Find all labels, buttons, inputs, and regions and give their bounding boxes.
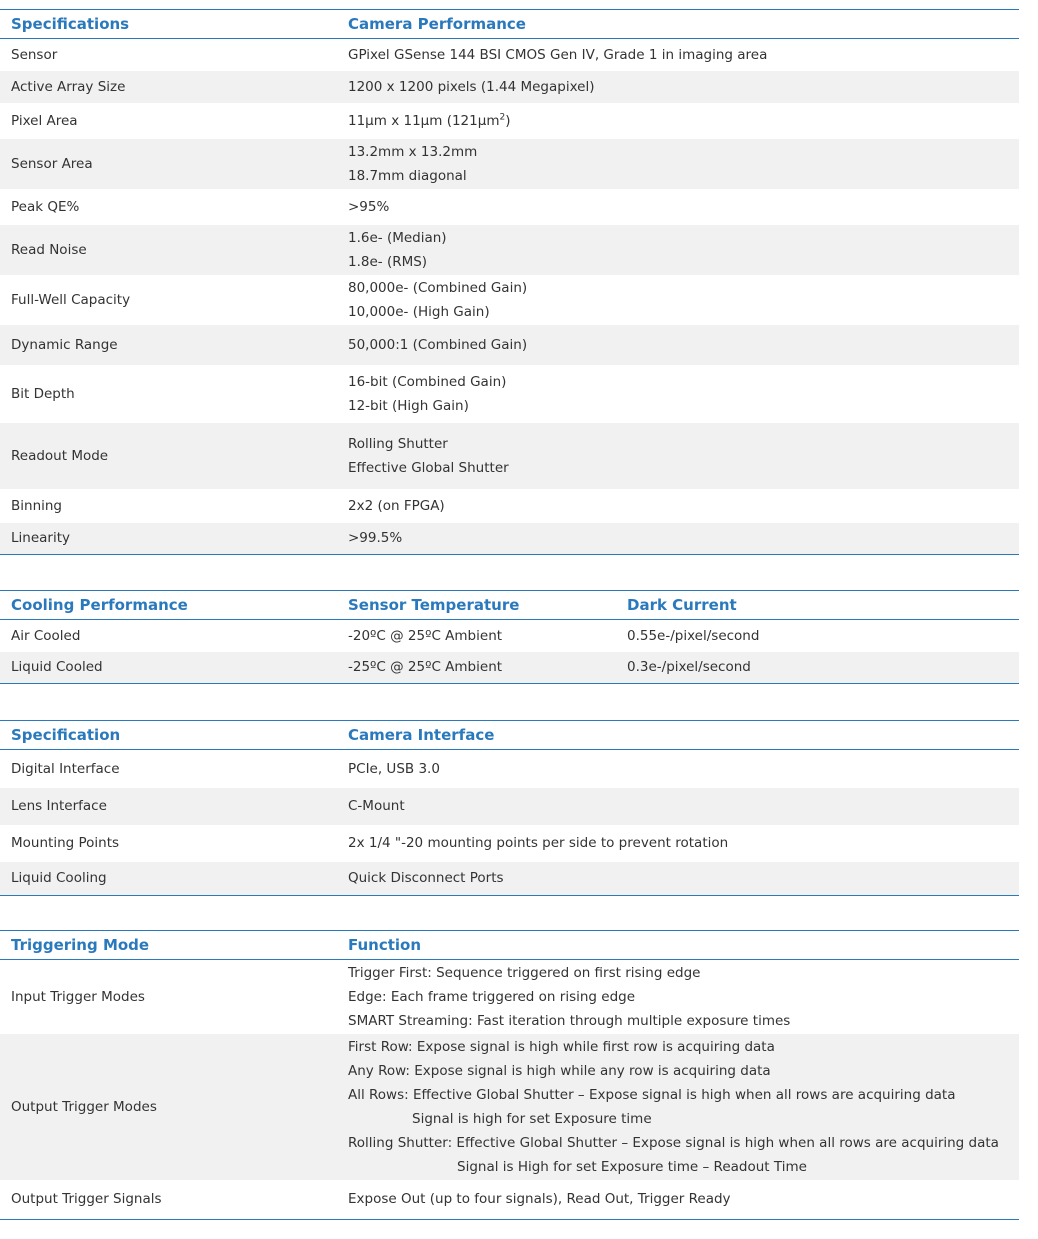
value-line: 12-bit (High Gain) <box>348 397 469 414</box>
column-header: Triggering Mode <box>0 931 337 960</box>
value-line: 10,000e- (High Gain) <box>348 303 490 320</box>
row-value <box>337 825 1019 862</box>
value-text: ) <box>505 112 511 129</box>
value-line: Effective Global Shutter <box>348 459 509 476</box>
table-header-row <box>0 10 1019 39</box>
value-line: 1.8e- (RMS) <box>348 253 428 270</box>
row-label: Mounting Points <box>11 835 120 851</box>
value-line: 18.7mm diagonal <box>348 167 467 184</box>
column-header: Camera Performance <box>337 10 1019 39</box>
column-header: Specification <box>0 721 337 750</box>
value-line: First Row: Expose signal is high while first row is acquiring data <box>348 1038 775 1055</box>
table-row <box>0 788 1019 825</box>
row-label: Lens Interface <box>0 788 337 825</box>
value-text: 11µm x 11µm (121µm <box>348 112 500 129</box>
row-value <box>337 523 1019 555</box>
value-line: Trigger First: Sequence triggered on first rising edge <box>348 964 701 981</box>
value-line: 16-bit (Combined Gain) <box>348 373 507 390</box>
dark-current: 0.3e-/pixel/second <box>616 652 1019 684</box>
row-value <box>337 489 1019 523</box>
value-line: GPixel GSense 144 BSI CMOS Gen IV, Grade 1 in imaging area <box>348 46 768 63</box>
table-row <box>0 275 1019 325</box>
table-row <box>0 1034 1019 1180</box>
row-label: Pixel Area <box>11 112 78 129</box>
column-header: Function <box>337 931 1019 960</box>
triggering-mode-table <box>0 930 1019 1220</box>
row-value <box>337 139 1019 189</box>
table-row <box>0 523 1019 555</box>
value-line: C-Mount <box>348 798 405 814</box>
row-label: Output Trigger Modes <box>0 1034 337 1180</box>
row-value <box>337 788 1019 825</box>
table-row <box>0 423 1019 489</box>
table-row <box>0 750 1019 788</box>
value-line: 50,000:1 (Combined Gain) <box>348 336 528 353</box>
table-row <box>0 189 1019 225</box>
column-header: Cooling Performance <box>0 591 337 620</box>
row-value <box>337 423 1019 489</box>
value-line: Any Row: Expose signal is high while any row is acquiring data <box>348 1062 771 1079</box>
camera-interface-table <box>0 720 1019 896</box>
value-line: 2x2 (on FPGA) <box>348 497 445 514</box>
table-row <box>0 39 1019 71</box>
table-row <box>0 862 1019 896</box>
row-label: Binning <box>11 497 63 514</box>
row-label: Liquid Cooling <box>0 862 337 896</box>
row-value <box>337 325 1019 365</box>
dark-current: 0.55e-/pixel/second <box>627 627 760 644</box>
row-value <box>337 275 1019 325</box>
row-value <box>337 189 1019 225</box>
row-label: Peak QE% <box>11 198 80 215</box>
table-row <box>0 139 1019 189</box>
row-value <box>337 960 1019 1034</box>
value-line: Signal is high for set Exposure time <box>412 1110 652 1127</box>
table-row <box>0 960 1019 1034</box>
table-header-row <box>0 931 1019 960</box>
value-line: Rolling Shutter: Effective Global Shutter – Expose signal is high when all rows are acquiring data <box>348 1134 999 1151</box>
table-row <box>0 489 1019 523</box>
column-header: Camera Interface <box>337 721 1019 750</box>
row-value <box>337 71 1019 103</box>
row-value <box>337 1034 1019 1180</box>
column-header: Sensor Temperature <box>337 591 616 620</box>
row-value <box>337 750 1019 788</box>
row-label: Read Noise <box>0 225 337 275</box>
row-label: Digital Interface <box>11 760 120 777</box>
column-header: Dark Current <box>616 591 1019 620</box>
row-value <box>337 103 1019 139</box>
table-header-row <box>0 591 1019 620</box>
value-line: Signal is High for set Exposure time – Readout Time <box>457 1158 807 1175</box>
row-label: Output Trigger Signals <box>0 1180 337 1220</box>
value-line: Quick Disconnect Ports <box>348 870 504 887</box>
table-row <box>0 1180 1019 1220</box>
row-label: Input Trigger Modes <box>11 988 145 1005</box>
column-header: Specifications <box>0 10 337 39</box>
camera-performance-table <box>0 9 1019 555</box>
value-line: Rolling Shutter <box>348 435 448 452</box>
row-value <box>337 365 1019 423</box>
table-row <box>0 71 1019 103</box>
table-row <box>0 620 1019 652</box>
sensor-temperature: -20ºC @ 25ºC Ambient <box>348 627 503 644</box>
row-value <box>337 225 1019 275</box>
value-line: PCIe, USB 3.0 <box>348 760 440 777</box>
cooling-performance-table <box>0 590 1019 684</box>
table-header-row <box>0 721 1019 750</box>
table-row <box>0 825 1019 862</box>
row-label: Readout Mode <box>0 423 337 489</box>
table-row <box>0 652 1019 684</box>
value-line: >99.5% <box>348 530 403 547</box>
row-label: Active Array Size <box>0 71 337 103</box>
row-label: Sensor <box>11 46 58 63</box>
row-label: Liquid Cooled <box>0 652 337 684</box>
value-line: SMART Streaming: Fast iteration through multiple exposure times <box>348 1012 791 1029</box>
value-line: Edge: Each frame triggered on rising edge <box>348 988 636 1005</box>
value-line: Expose Out (up to four signals), Read Out, Trigger Ready <box>348 1191 731 1208</box>
table-row <box>0 325 1019 365</box>
table-row <box>0 225 1019 275</box>
row-value <box>337 39 1019 71</box>
table-row <box>0 103 1019 139</box>
row-label: Air Cooled <box>11 627 81 644</box>
value-line: 13.2mm x 13.2mm <box>348 143 478 160</box>
value-line: 80,000e- (Combined Gain) <box>348 279 528 296</box>
value-superscript: 2 <box>499 112 506 122</box>
sensor-temperature: -25ºC @ 25ºC Ambient <box>337 652 616 684</box>
row-label: Bit Depth <box>11 385 75 402</box>
value-line: >95% <box>348 198 390 215</box>
value-line: 1.6e- (Median) <box>348 229 447 246</box>
value-line: 2x 1/4 "-20 mounting points per side to prevent rotation <box>348 835 729 851</box>
row-label: Linearity <box>0 523 337 555</box>
value-line: 1200 x 1200 pixels (1.44 Megapixel) <box>348 78 595 95</box>
row-label: Sensor Area <box>0 139 337 189</box>
value-line: All Rows: Effective Global Shutter – Expose signal is high when all rows are acquiring data <box>348 1086 956 1103</box>
row-value <box>337 862 1019 896</box>
row-value <box>337 1180 1019 1220</box>
row-label: Full-Well Capacity <box>11 291 131 308</box>
row-label: Dynamic Range <box>0 325 337 365</box>
table-row <box>0 365 1019 423</box>
